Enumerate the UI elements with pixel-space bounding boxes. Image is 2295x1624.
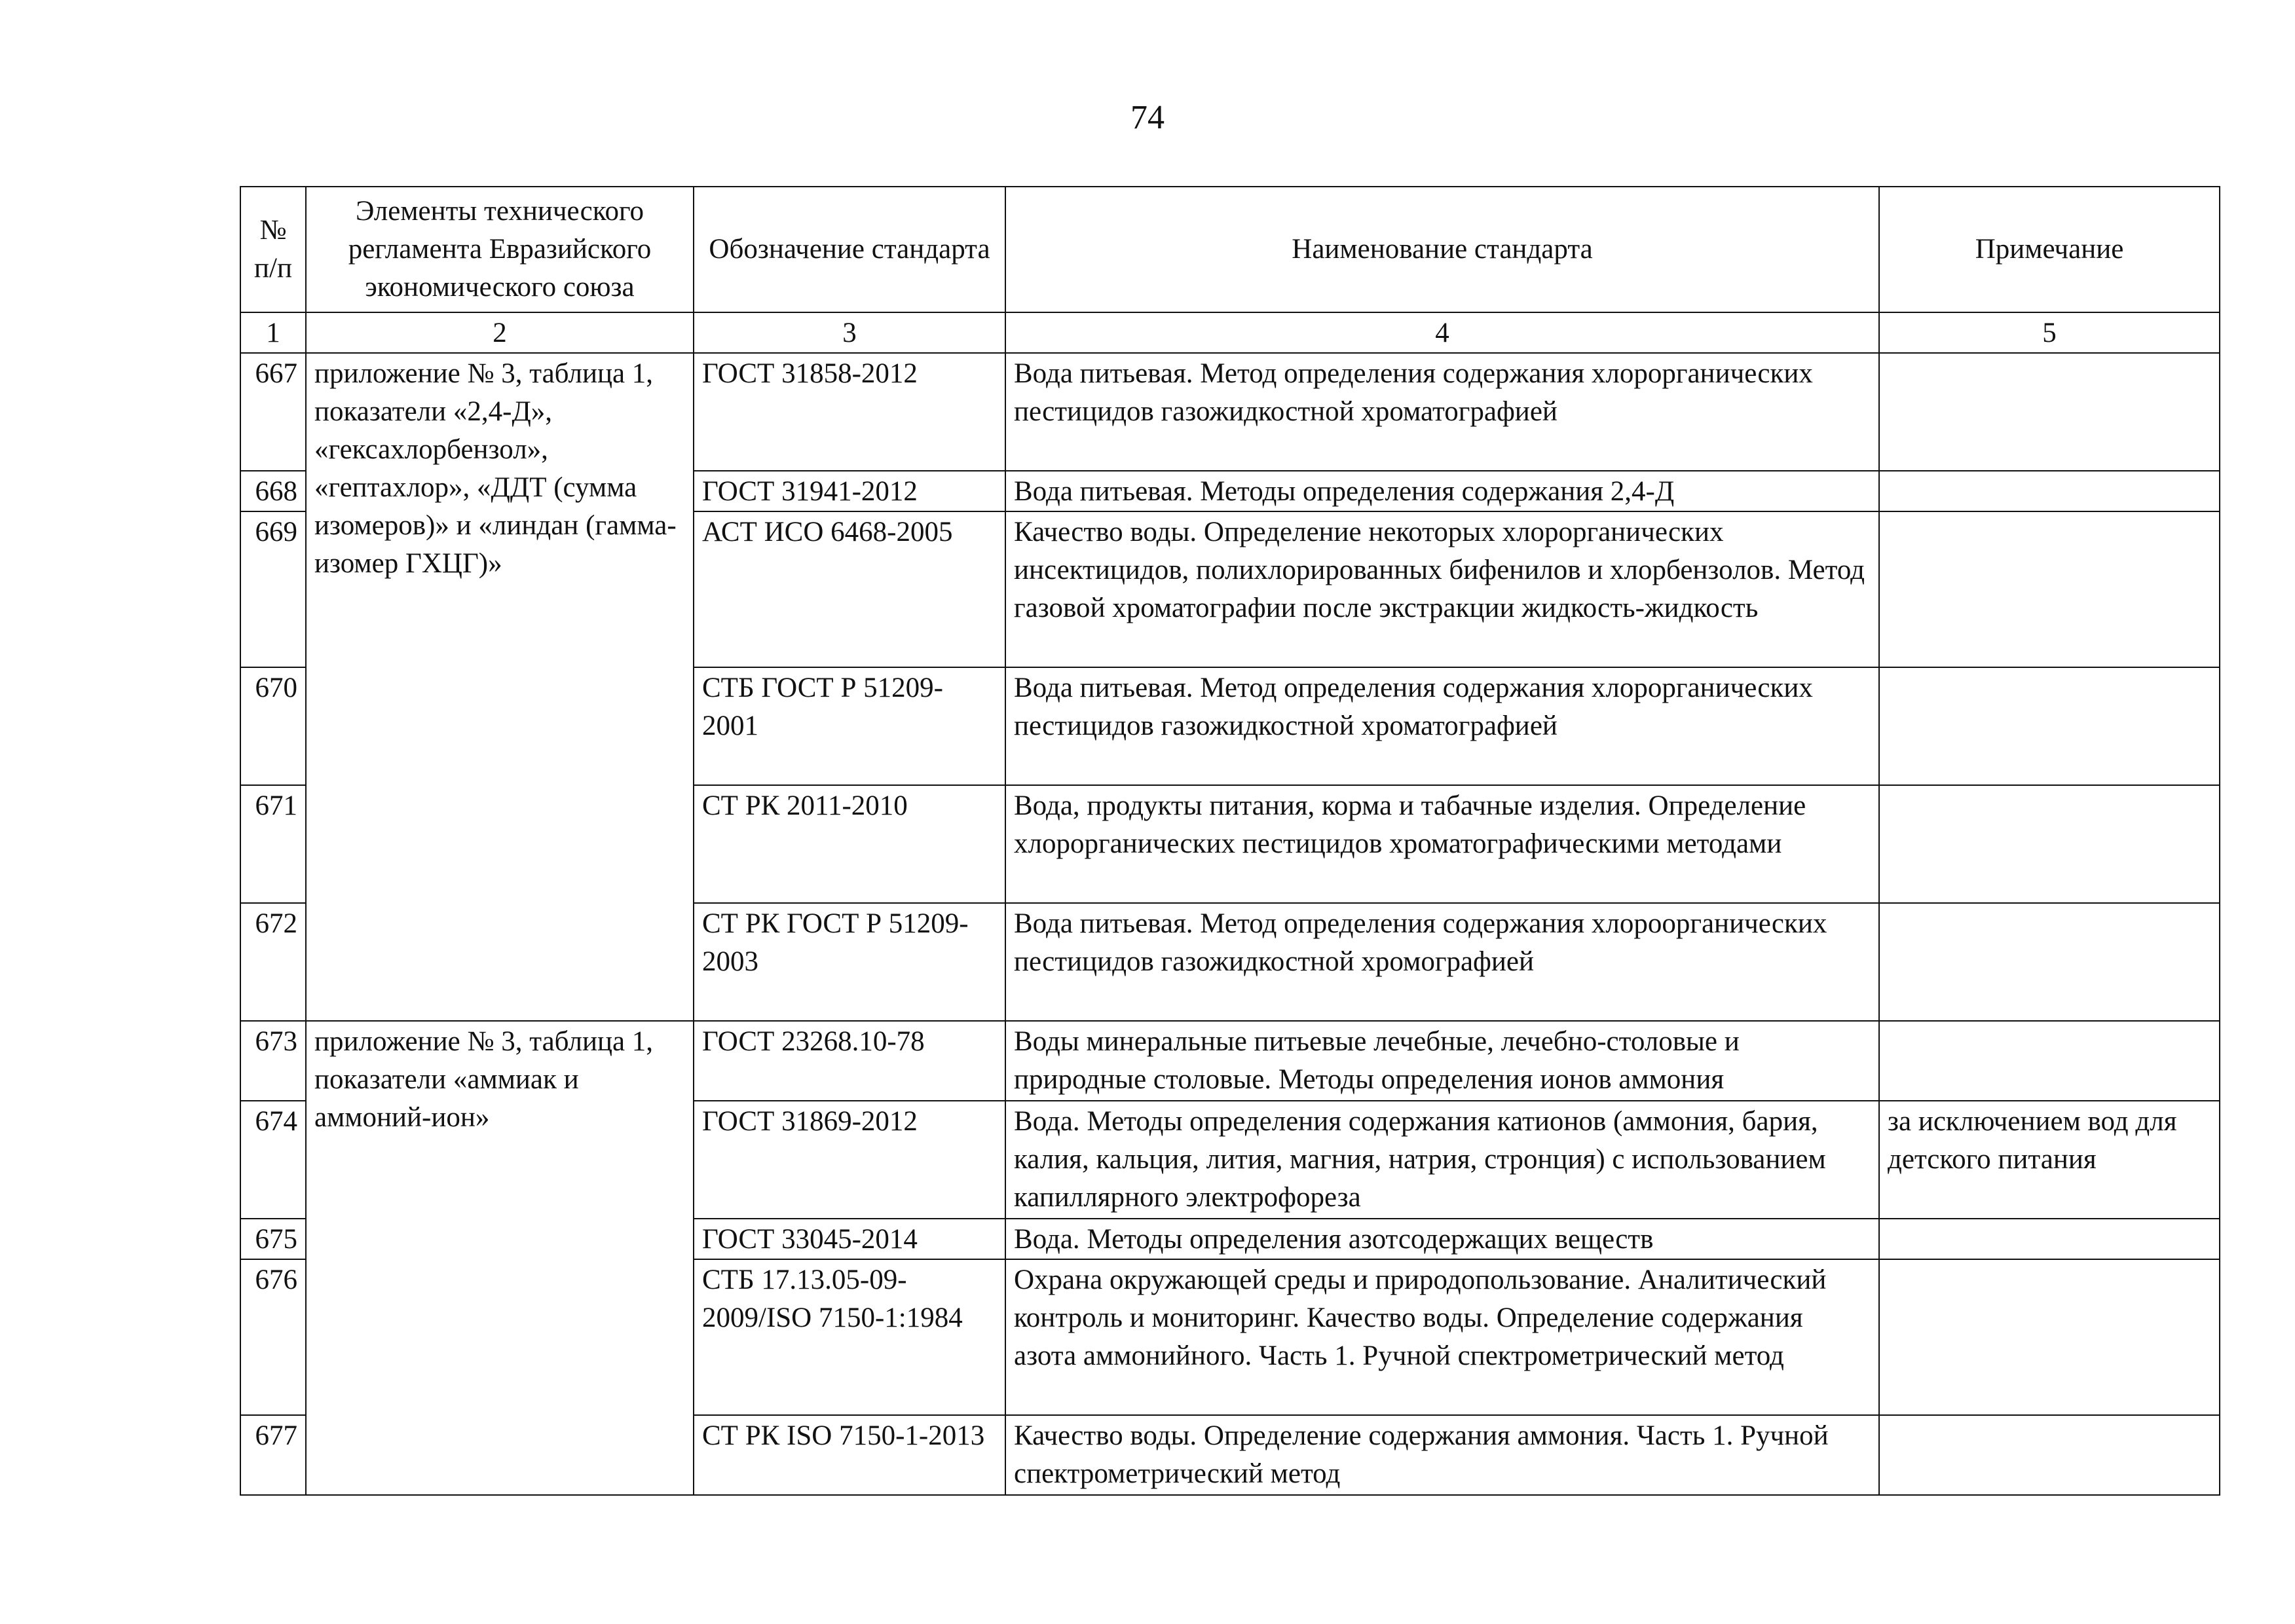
row-number: 671 [240, 785, 306, 903]
header-standard-designation: Обозначение стандарта [694, 187, 1005, 312]
standard-designation: СТ РК ГОСТ Р 51209-2003 [694, 903, 1005, 1021]
standards-table [240, 186, 2220, 1496]
row-number: 675 [240, 1219, 306, 1259]
note-cell [1879, 511, 2220, 667]
standard-designation: ГОСТ 31869-2012 [694, 1101, 1005, 1219]
note-cell: за исключением вод для детского питания [1879, 1101, 2220, 1219]
standard-name: Вода, продукты питания, корма и табачные изделия. Определение хлорорганических пестицидов хроматографическими методами [1005, 785, 1879, 903]
table-row [240, 353, 2220, 471]
note-cell [1879, 1415, 2220, 1495]
page-number: 74 [1130, 99, 1165, 136]
column-number-row [240, 312, 2220, 353]
column-number: 4 [1005, 312, 1879, 353]
standard-designation: СТБ 17.13.05-09-2009/ISO 7150-1:1984 [694, 1259, 1005, 1415]
standard-designation: ГОСТ 33045-2014 [694, 1219, 1005, 1259]
row-number: 674 [240, 1101, 306, 1219]
note-cell [1879, 1219, 2220, 1259]
column-number: 1 [240, 312, 306, 353]
note-cell [1879, 1259, 2220, 1415]
standard-designation: АСТ ИСО 6468-2005 [694, 511, 1005, 667]
standard-name: Вода питьевая. Метод определения содержания хлорорганических пестицидов газожидкостной хроматографией [1005, 667, 1879, 785]
row-number: 672 [240, 903, 306, 1021]
row-number: 667 [240, 353, 306, 471]
standard-designation: ГОСТ 31941-2012 [694, 471, 1005, 511]
note-cell [1879, 1021, 2220, 1101]
standard-name: Качество воды. Определение некоторых хлорорганических инсектицидов, полихлорированных бифенилов и хлорбензолов. Метод газовой хроматографии после экстракции жидкость-жидкость [1005, 511, 1879, 667]
header-standard-name: Наименование стандарта [1005, 187, 1879, 312]
header-regulation-element: Элементы технического регламента Евразийского экономического союза [306, 187, 694, 312]
column-number: 5 [1879, 312, 2220, 353]
standard-name: Качество воды. Определение содержания аммония. Часть 1. Ручной спектрометрический метод [1005, 1415, 1879, 1495]
row-number: 669 [240, 511, 306, 667]
header-note: Примечание [1879, 187, 2220, 312]
regulation-element-cell: приложение № 3, таблица 1, показатели «2,4-Д», «гексахлорбензол», «гептахлор», «ДДТ (сумма изомеров)» и «линдан (гамма-изомер ГХЦГ)» [306, 353, 694, 1021]
row-number: 673 [240, 1021, 306, 1101]
standard-designation: СТБ ГОСТ Р 51209-2001 [694, 667, 1005, 785]
row-number: 668 [240, 471, 306, 511]
standard-name: Воды минеральные питьевые лечебные, лечебно-столовые и природные столовые. Методы определения ионов аммония [1005, 1021, 1879, 1101]
standard-designation: СТ РК ISO 7150-1-2013 [694, 1415, 1005, 1495]
standard-designation: ГОСТ 23268.10-78 [694, 1021, 1005, 1101]
note-cell [1879, 353, 2220, 471]
standard-name: Вода. Методы определения содержания катионов (аммония, бария, калия, кальция, лития, магния, натрия, стронция) с использованием капиллярного электрофореза [1005, 1101, 1879, 1219]
header-number: № п/п [240, 187, 306, 312]
standard-name: Вода питьевая. Метод определения содержания хлороорганических пестицидов газожидкостной хромографией [1005, 903, 1879, 1021]
standard-name: Вода питьевая. Методы определения содержания 2,4-Д [1005, 471, 1879, 511]
column-number: 2 [306, 312, 694, 353]
row-number: 676 [240, 1259, 306, 1415]
note-cell [1879, 903, 2220, 1021]
table-row [240, 1021, 2220, 1101]
standard-designation: СТ РК 2011-2010 [694, 785, 1005, 903]
note-cell [1879, 667, 2220, 785]
standard-designation: ГОСТ 31858-2012 [694, 353, 1005, 471]
header-row [240, 187, 2220, 312]
note-cell [1879, 471, 2220, 511]
standard-name: Вода питьевая. Метод определения содержания хлорорганических пестицидов газожидкостной хроматографией [1005, 353, 1879, 471]
standard-name: Вода. Методы определения азотсодержащих веществ [1005, 1219, 1879, 1259]
regulation-element-cell: приложение № 3, таблица 1, показатели «аммиак и аммоний-ион» [306, 1021, 694, 1495]
row-number: 677 [240, 1415, 306, 1495]
column-number: 3 [694, 312, 1005, 353]
standard-name: Охрана окружающей среды и природопользование. Аналитический контроль и мониторинг. Качество воды. Определение содержания азота аммонийного. Часть 1. Ручной спектрометрический метод [1005, 1259, 1879, 1415]
row-number: 670 [240, 667, 306, 785]
note-cell [1879, 785, 2220, 903]
